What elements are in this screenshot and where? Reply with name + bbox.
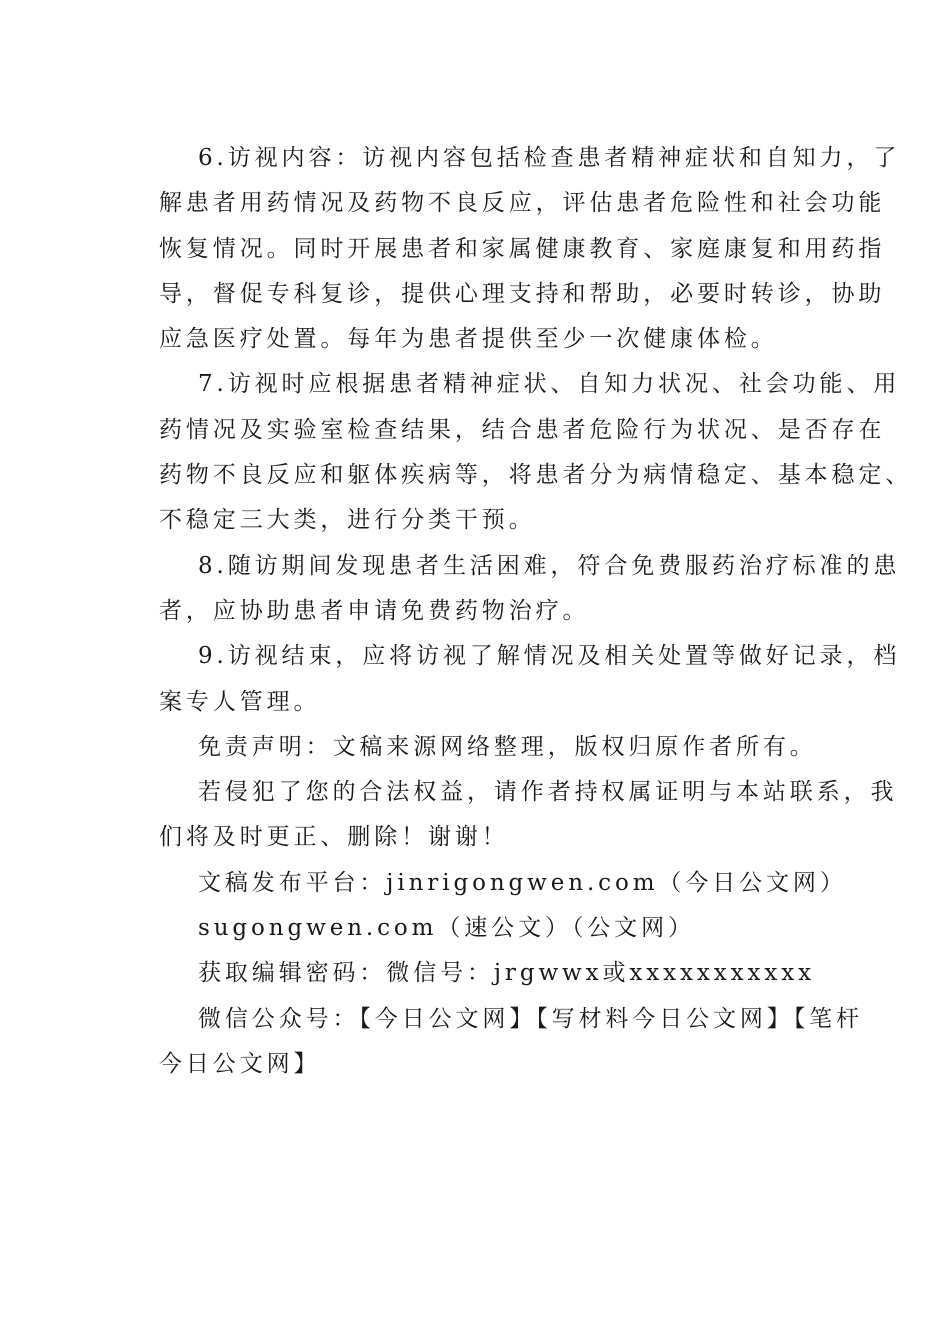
text-line: 药情况及实验室检查结果，结合患者危险行为状况、是否存在 xyxy=(159,416,886,443)
paragraph-classification xyxy=(120,362,913,543)
text-line: 不稳定三大类，进行分类干预。 xyxy=(159,507,536,534)
text-line: 今日公文网】 xyxy=(159,1050,321,1077)
text-line: 文稿发布平台：jinrigongwen.com（今日公文网） xyxy=(198,869,847,896)
text-line: 案专人管理。 xyxy=(159,688,321,715)
paragraph-edit-password xyxy=(120,951,832,996)
paragraph-visit-end xyxy=(120,634,901,725)
document-body xyxy=(120,136,913,1087)
text-line: 应急医疗处置。每年为患者提供至少一次健康体检。 xyxy=(159,326,778,353)
text-line: 获取编辑密码：微信号：jrgwwx或xxxxxxxxxxx xyxy=(198,960,815,987)
text-line: 导，督促专科复诊，提供心理支持和帮助，必要时转诊，协助 xyxy=(159,280,886,307)
text-line: 9.访视结束，应将访视了解情况及相关处置等做好记录，档 xyxy=(198,643,901,670)
text-line: 药物不良反应和躯体疾病等，将患者分为病情稳定、基本稳定、 xyxy=(159,462,913,489)
paragraph-publish-platform xyxy=(120,861,847,906)
text-line: 免责声明：文稿来源网络整理，版权归原作者所有。 xyxy=(198,733,817,760)
text-line: 们将及时更正、删除！谢谢！ xyxy=(159,824,509,851)
text-line: 解患者用药情况及药物不良反应，评估患者危险性和社会功能 xyxy=(159,190,886,217)
paragraph-infringement-notice xyxy=(120,770,898,861)
text-line: 微信公众号：【今日公文网】【写材料今日公文网】【笔杆 xyxy=(198,1005,863,1032)
paragraph-disclaimer xyxy=(120,725,832,770)
text-line: 若侵犯了您的合法权益，请作者持权属证明与本站联系，我 xyxy=(198,779,898,806)
paragraph-visit-content xyxy=(120,136,901,362)
paragraph-free-medication xyxy=(120,544,901,635)
paragraph-wechat-accounts xyxy=(120,997,863,1088)
text-line: 恢复情况。同时开展患者和家属健康教育、家庭康复和用药指 xyxy=(159,235,886,262)
text-line: 8.随访期间发现患者生活困难，符合免费服药治疗标准的患 xyxy=(198,552,901,579)
text-line: 7.访视时应根据患者精神症状、自知力状况、社会功能、用 xyxy=(198,371,901,398)
paragraph-alt-sites xyxy=(120,906,832,951)
text-line: 6.访视内容：访视内容包括检查患者精神症状和自知力，了 xyxy=(198,145,901,171)
text-line: 者，应协助患者申请免费药物治疗。 xyxy=(159,597,590,624)
text-line: sugongwen.com（速公文）（公文网） xyxy=(198,915,695,942)
